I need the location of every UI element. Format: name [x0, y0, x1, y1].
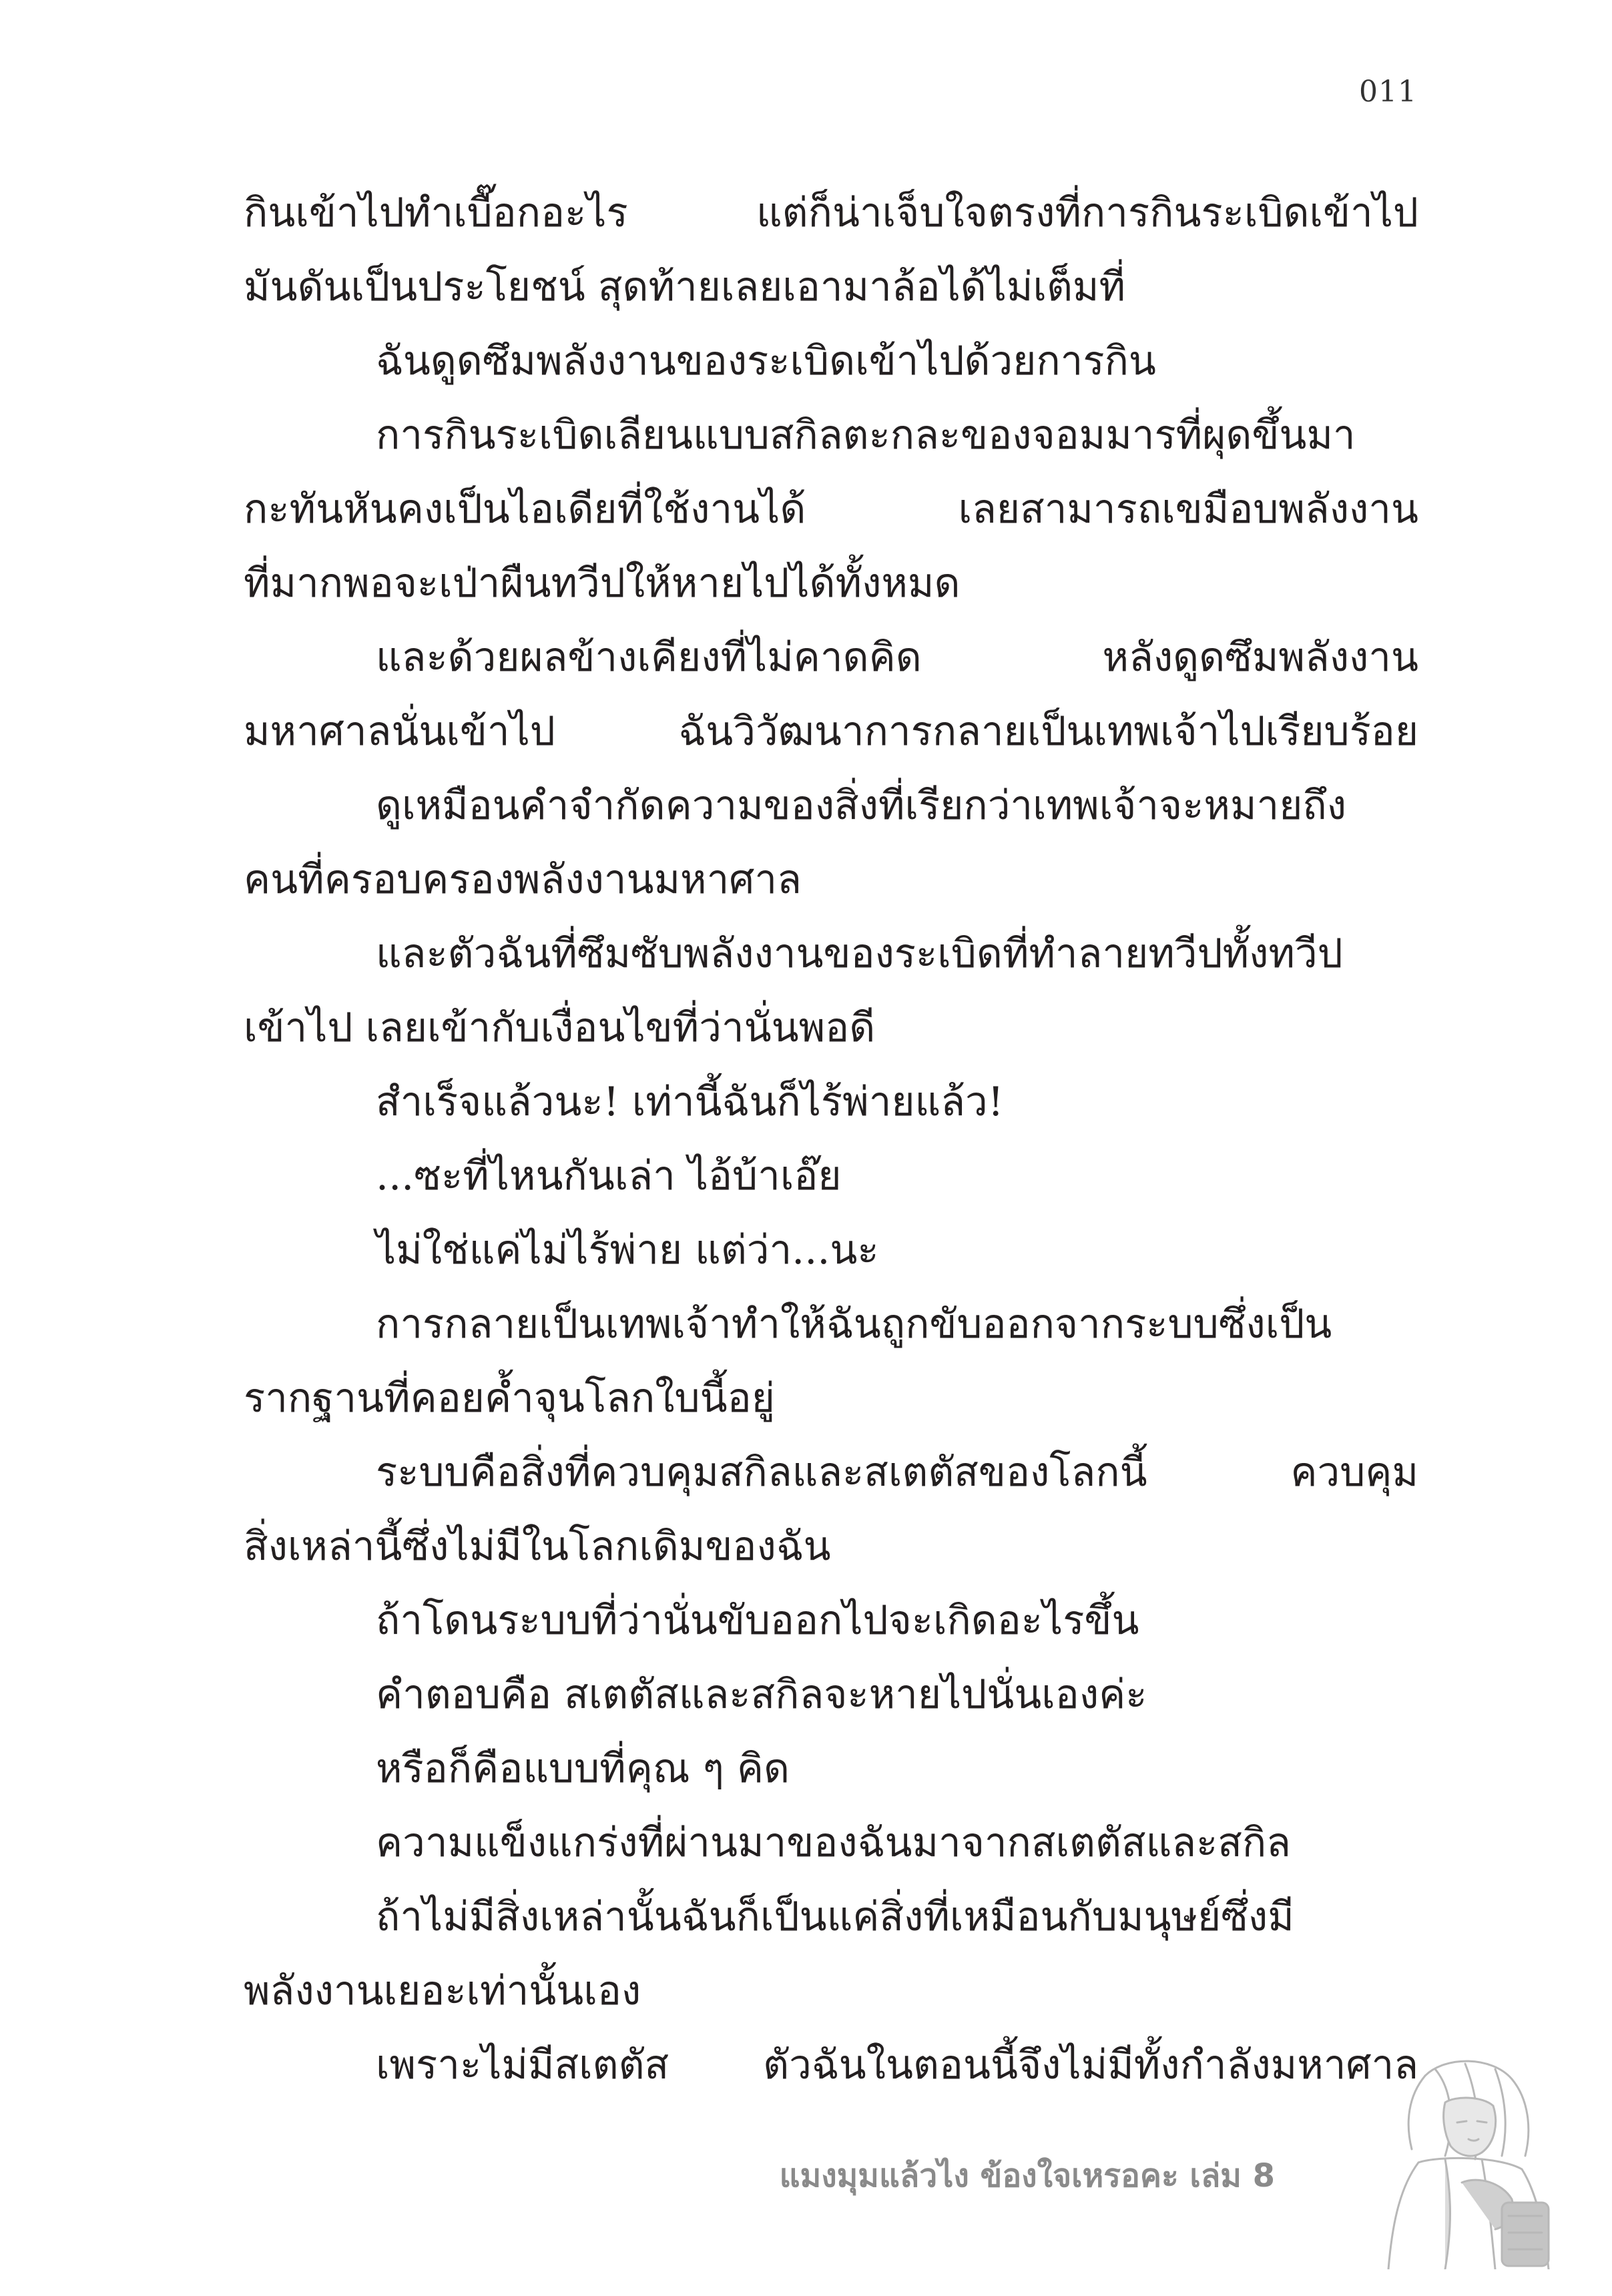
- text-line: ความแข็งแกร่งที่ผ่านมาของฉันมาจากสเตตัสและสกิล: [376, 1819, 1291, 1866]
- page-number: 011: [1359, 75, 1417, 109]
- text-line: หรือก็คือแบบที่คุณ ๆ คิด: [376, 1745, 790, 1792]
- body-text: [244, 176, 1418, 2102]
- text-line: รากฐานที่คอยค้ำจุนโลกใบนี้อยู่: [244, 1375, 775, 1422]
- text-line: ไม่ใช่แค่ไม่ไร้พ่าย แต่ว่า...นะ: [376, 1227, 879, 1273]
- text-line: ที่มากพอจะเป่าผืนทวีปให้หายไปได้ทั้งหมด: [244, 560, 961, 607]
- text-line: มันดันเป็นประโยชน์ สุดท้ายเลยเอามาล้อได้ไม่เต็มที่: [244, 264, 1126, 310]
- text-line: มหาศาลนั่นเข้าไป ฉันวิวัฒนาการกลายเป็นเทพเจ้าไปเรียบร้อย: [244, 708, 1418, 755]
- text-line: การกลายเป็นเทพเจ้าทำให้ฉันถูกขับออกจากระบบซึ่งเป็น: [376, 1301, 1332, 1348]
- text-line: ฉันดูดซึมพลังงานของระเบิดเข้าไปด้วยการกิน: [376, 338, 1156, 384]
- text-line: เพราะไม่มีสเตตัส ตัวฉันในตอนนี้จึงไม่มีทั้งกำลังมหาศาล: [376, 2042, 1418, 2088]
- text-line: ถ้าโดนระบบที่ว่านั่นขับออกไปจะเกิดอะไรขึ้น: [376, 1597, 1139, 1644]
- text-line: ถ้าไม่มีสิ่งเหล่านั้นฉันก็เป็นแค่สิ่งที่เหมือนกับมนุษย์ซึ่งมี: [376, 1894, 1294, 1940]
- text-line: และตัวฉันที่ซึมซับพลังงานของระเบิดที่ทำลายทวีปทั้งทวีป: [376, 930, 1343, 977]
- text-line: สิ่งเหล่านี้ซึ่งไม่มีในโลกเดิมของฉัน: [244, 1523, 831, 1570]
- text-line: และด้วยผลข้างเคียงที่ไม่คาดคิด หลังดูดซึมพลังงาน: [376, 634, 1418, 681]
- text-line: คำตอบคือ สเตตัสและสกิลจะหายไปนั่นเองค่ะ: [376, 1671, 1147, 1718]
- character-illustration: [1345, 2049, 1565, 2269]
- text-line: เข้าไป เลยเข้ากับเงื่อนไขที่ว่านั่นพอดี: [244, 1005, 876, 1051]
- text-line: ...ซะที่ไหนกันเล่า ไอ้บ้าเอ๊ย: [376, 1153, 842, 1199]
- text-line: ระบบคือสิ่งที่ควบคุมสกิลและสเตตัสของโลกนี้ ควบคุม: [376, 1449, 1418, 1496]
- footer-title: แมงมุมแล้วไง ข้องใจเหรอคะ เล่ม 8: [779, 2157, 1275, 2195]
- text-line: สำเร็จแล้วนะ! เท่านี้ฉันก็ไร้พ่ายแล้ว!: [376, 1079, 1004, 1125]
- text-line: ดูเหมือนคำจำกัดความของสิ่งที่เรียกว่าเทพเจ้าจะหมายถึง: [376, 782, 1347, 829]
- text-line: การกินระเบิดเลียนแบบสกิลตะกละของจอมมารที่ผุดขึ้นมา: [376, 412, 1356, 459]
- text-line: กะทันหันคงเป็นไอเดียที่ใช้งานได้ เลยสามารถเขมือบพลังงาน: [244, 486, 1418, 533]
- text-line: กินเข้าไปทำเบื๊อกอะไร แต่ก็น่าเจ็บใจตรงที่การกินระเบิดเข้าไป: [244, 190, 1418, 236]
- text-line: พลังงานเยอะเท่านั้นเอง: [244, 1968, 641, 2014]
- text-line: คนที่ครอบครองพลังงานมหาศาล: [244, 856, 802, 903]
